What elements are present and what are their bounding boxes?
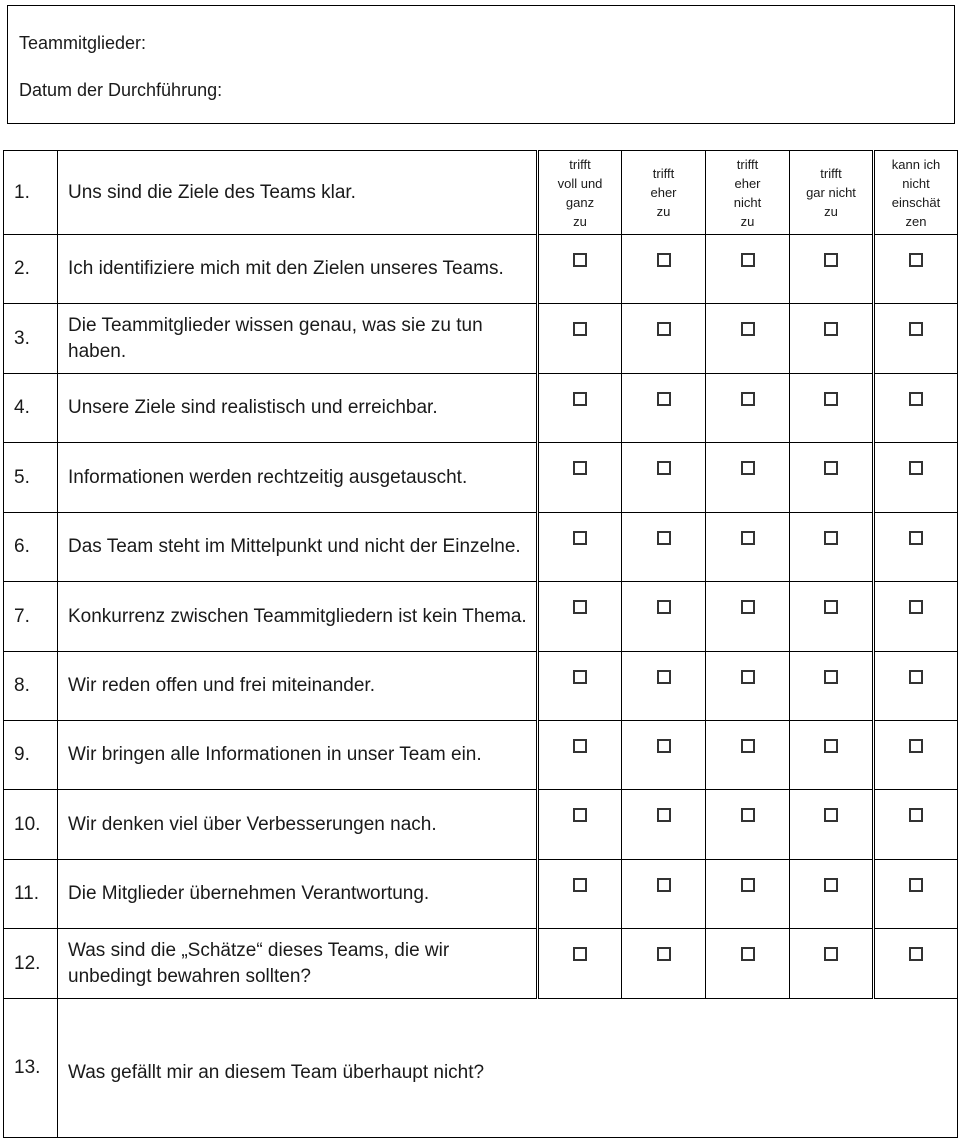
question-number: 1. — [4, 151, 58, 235]
rating-cell[interactable] — [874, 582, 958, 652]
rating-cell[interactable] — [706, 721, 790, 790]
checkbox-icon[interactable] — [824, 670, 838, 684]
rating-cell[interactable] — [706, 374, 790, 443]
question-text: Das Team steht im Mittelpunkt und nicht der Einzelne. — [58, 513, 538, 582]
question-number: 12. — [4, 929, 58, 999]
rating-cell[interactable] — [622, 513, 706, 582]
checkbox-icon[interactable] — [573, 739, 587, 753]
rating-cell[interactable] — [538, 304, 622, 374]
question-row — [4, 443, 958, 513]
question-row — [4, 860, 958, 929]
info-box — [7, 5, 955, 124]
rating-cell[interactable] — [790, 929, 874, 999]
checkbox-icon[interactable] — [909, 322, 923, 336]
checkbox-icon[interactable] — [909, 600, 923, 614]
rating-header-label: trifft eher zu — [650, 166, 677, 219]
checkbox-icon[interactable] — [909, 739, 923, 753]
survey-table — [3, 150, 958, 1138]
rating-cell[interactable] — [538, 721, 622, 790]
question-text: Unsere Ziele sind realistisch und erreichbar. — [58, 374, 538, 443]
rating-cell[interactable] — [538, 652, 622, 721]
rating-cell[interactable] — [706, 652, 790, 721]
checkbox-icon[interactable] — [657, 531, 671, 545]
rating-cell[interactable] — [538, 513, 622, 582]
checkbox-icon[interactable] — [741, 947, 755, 961]
rating-cell[interactable] — [622, 790, 706, 860]
question-text: Konkurrenz zwischen Teammitgliedern ist kein Thema. — [58, 582, 538, 652]
question-number: 10. — [4, 790, 58, 860]
checkbox-icon[interactable] — [657, 670, 671, 684]
rating-cell[interactable] — [622, 721, 706, 790]
question-number: 11. — [4, 860, 58, 929]
rating-cell[interactable] — [874, 443, 958, 513]
rating-cell[interactable] — [790, 860, 874, 929]
rating-cell[interactable] — [790, 443, 874, 513]
checkbox-icon[interactable] — [741, 600, 755, 614]
rating-cell[interactable] — [622, 443, 706, 513]
question-number: 7. — [4, 582, 58, 652]
rating-cell[interactable] — [874, 790, 958, 860]
rating-cell[interactable] — [874, 235, 958, 304]
question-row — [4, 652, 958, 721]
checkbox-icon[interactable] — [657, 392, 671, 406]
question-text: Die Mitglieder übernehmen Verantwortung. — [58, 860, 538, 929]
checkbox-icon[interactable] — [909, 392, 923, 406]
question-row — [4, 721, 958, 790]
checkbox-icon[interactable] — [741, 670, 755, 684]
rating-cell[interactable] — [874, 929, 958, 999]
rating-cell[interactable] — [706, 790, 790, 860]
checkbox-icon[interactable] — [741, 461, 755, 475]
question-row — [4, 151, 958, 235]
checkbox-icon[interactable] — [909, 531, 923, 545]
checkbox-icon[interactable] — [573, 392, 587, 406]
rating-cell[interactable] — [622, 652, 706, 721]
checkbox-icon[interactable] — [909, 670, 923, 684]
rating-header-5 — [874, 151, 958, 235]
checkbox-icon[interactable] — [573, 947, 587, 961]
checkbox-icon[interactable] — [909, 461, 923, 475]
question-text: Informationen werden rechtzeitig ausgetauscht. — [58, 443, 538, 513]
checkbox-icon[interactable] — [824, 739, 838, 753]
question-number: 5. — [4, 443, 58, 513]
rating-header-label: kann ich nicht einschät zen — [891, 156, 941, 229]
question-row — [4, 235, 958, 304]
rating-cell[interactable] — [622, 929, 706, 999]
checkbox-icon[interactable] — [824, 392, 838, 406]
rating-header-1 — [538, 151, 622, 235]
checkbox-icon[interactable] — [657, 947, 671, 961]
checkbox-icon[interactable] — [741, 392, 755, 406]
question-text: Uns sind die Ziele des Teams klar. — [58, 151, 538, 235]
rating-cell[interactable] — [790, 721, 874, 790]
question-text: Was gefällt mir an diesem Team überhaupt nicht? — [68, 1062, 485, 1083]
checkbox-icon[interactable] — [657, 322, 671, 336]
rating-cell[interactable] — [790, 790, 874, 860]
question-number: 2. — [4, 235, 58, 304]
checkbox-icon[interactable] — [657, 739, 671, 753]
rating-cell[interactable] — [622, 235, 706, 304]
checkbox-icon[interactable] — [573, 322, 587, 336]
checkbox-icon[interactable] — [573, 531, 587, 545]
checkbox-icon[interactable] — [824, 322, 838, 336]
checkbox-icon[interactable] — [909, 253, 923, 267]
checkbox-icon[interactable] — [573, 461, 587, 475]
rating-cell[interactable] — [538, 860, 622, 929]
question-text: Wir denken viel über Verbesserungen nach. — [58, 790, 538, 860]
question-text: Die Teammitglieder wissen genau, was sie zu tun haben. — [58, 304, 538, 374]
checkbox-icon[interactable] — [657, 461, 671, 475]
rating-cell[interactable] — [790, 374, 874, 443]
rating-cell[interactable] — [706, 582, 790, 652]
rating-cell[interactable] — [538, 790, 622, 860]
rating-cell[interactable] — [622, 860, 706, 929]
question-row — [4, 304, 958, 374]
rating-cell[interactable] — [622, 374, 706, 443]
checkbox-icon[interactable] — [824, 878, 838, 892]
question-row — [4, 513, 958, 582]
question-number: 6. — [4, 513, 58, 582]
rating-header-label: trifft voll und ganz zu — [557, 156, 603, 229]
question-row — [4, 374, 958, 443]
question-text: Wir bringen alle Informationen in unser Team ein. — [58, 721, 538, 790]
question-text: Was sind die „Schätze“ dieses Teams, die wir unbedingt bewahren sollten? — [58, 929, 538, 999]
rating-cell[interactable] — [874, 860, 958, 929]
checkbox-icon[interactable] — [657, 878, 671, 892]
checkbox-icon[interactable] — [573, 878, 587, 892]
checkbox-icon[interactable] — [909, 947, 923, 961]
checkbox-icon[interactable] — [824, 531, 838, 545]
rating-header-2 — [622, 151, 706, 235]
question-number: 3. — [4, 304, 58, 374]
rating-cell[interactable] — [790, 652, 874, 721]
rating-cell[interactable] — [790, 235, 874, 304]
date-label: Datum der Durchführung: — [19, 80, 223, 100]
checkbox-icon[interactable] — [824, 947, 838, 961]
question-number: 4. — [4, 374, 58, 443]
checkbox-icon[interactable] — [824, 600, 838, 614]
rating-cell[interactable] — [706, 235, 790, 304]
rating-cell[interactable] — [538, 929, 622, 999]
rating-cell[interactable] — [538, 235, 622, 304]
rating-cell[interactable] — [622, 304, 706, 374]
open-question-row — [4, 999, 958, 1138]
checkbox-icon[interactable] — [741, 878, 755, 892]
rating-cell[interactable] — [706, 929, 790, 999]
checkbox-icon[interactable] — [657, 600, 671, 614]
rating-header-label: trifft eher nicht zu — [733, 156, 762, 229]
checkbox-icon[interactable] — [824, 461, 838, 475]
rating-cell[interactable] — [874, 374, 958, 443]
rating-cell[interactable] — [706, 513, 790, 582]
question-row — [4, 582, 958, 652]
checkbox-icon[interactable] — [909, 808, 923, 822]
question-row — [4, 929, 958, 999]
checkbox-icon[interactable] — [741, 253, 755, 267]
rating-cell[interactable] — [622, 582, 706, 652]
rating-header-4 — [790, 151, 874, 235]
question-text: Wir reden offen und frei miteinander. — [58, 652, 538, 721]
checkbox-icon[interactable] — [824, 808, 838, 822]
team-members-label: Teammitglieder: — [19, 33, 147, 53]
rating-cell[interactable] — [874, 721, 958, 790]
rating-cell[interactable] — [706, 304, 790, 374]
rating-header-label: trifft gar nicht zu — [806, 166, 856, 219]
checkbox-icon[interactable] — [909, 878, 923, 892]
rating-cell[interactable] — [538, 582, 622, 652]
question-row — [4, 790, 958, 860]
checkbox-icon[interactable] — [573, 670, 587, 684]
checkbox-icon[interactable] — [741, 808, 755, 822]
checkbox-icon[interactable] — [741, 322, 755, 336]
checkbox-icon[interactable] — [741, 531, 755, 545]
question-number: 9. — [4, 721, 58, 790]
rating-cell[interactable] — [874, 304, 958, 374]
checkbox-icon[interactable] — [741, 739, 755, 753]
open-question-answer-area[interactable] — [58, 999, 958, 1138]
checkbox-icon[interactable] — [657, 253, 671, 267]
rating-cell[interactable] — [538, 374, 622, 443]
rating-cell[interactable] — [790, 304, 874, 374]
rating-cell[interactable] — [874, 513, 958, 582]
rating-cell[interactable] — [790, 513, 874, 582]
rating-cell[interactable] — [706, 860, 790, 929]
question-number: 8. — [4, 652, 58, 721]
question-number: 13. — [4, 999, 58, 1138]
question-text: Ich identifiziere mich mit den Zielen unseres Teams. — [58, 235, 538, 304]
checkbox-icon[interactable] — [573, 808, 587, 822]
checkbox-icon[interactable] — [657, 808, 671, 822]
rating-cell[interactable] — [790, 582, 874, 652]
checkbox-icon[interactable] — [573, 253, 587, 267]
rating-cell[interactable] — [706, 443, 790, 513]
rating-cell[interactable] — [874, 652, 958, 721]
checkbox-icon[interactable] — [824, 253, 838, 267]
checkbox-icon[interactable] — [573, 600, 587, 614]
rating-cell[interactable] — [538, 443, 622, 513]
rating-header-3 — [706, 151, 790, 235]
